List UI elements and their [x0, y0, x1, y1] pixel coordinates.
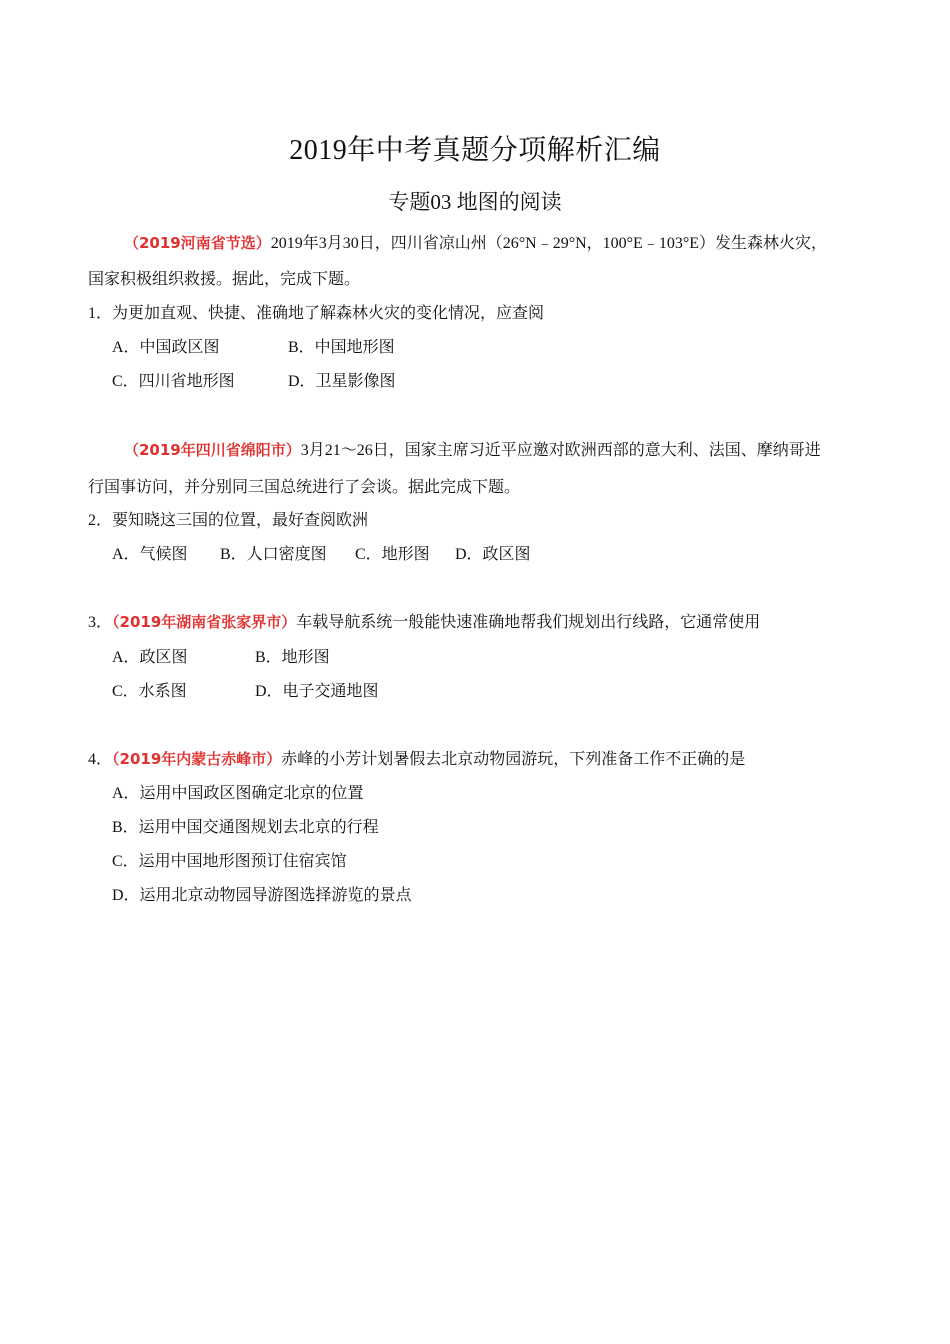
- q3-option-b: B．地形图: [255, 649, 330, 666]
- q2-option-c: C．地形图: [355, 546, 430, 563]
- q2-source: （2019年四川省绵阳市）: [124, 441, 301, 459]
- q4-number: 4．: [88, 751, 113, 768]
- q4-option-c: C．运用中国地形图预订住宿宾馆: [112, 853, 347, 870]
- q2-option-a: A．气候图: [112, 546, 188, 563]
- q2-intro-line-2: 行国事访问，并分别同三国总统进行了会谈。据此完成下题。: [88, 479, 521, 496]
- q4-option-b: B．运用中国交通图规划去北京的行程: [112, 819, 379, 836]
- q3-source: （2019年湖南省张家界市）: [112, 613, 297, 631]
- q1-stem: 1．为更加直观、快捷、准确地了解森林火灾的变化情况，应查阅: [88, 305, 545, 322]
- q3-option-a: A．政区图: [112, 649, 188, 666]
- q1-source: （2019河南省节选）: [124, 234, 271, 252]
- q1-intro-line-2: 国家积极组织救援。据此，完成下题。: [88, 271, 361, 288]
- q1-option-b: B．中国地形图: [288, 339, 395, 356]
- q2-intro-line-1: [124, 437, 821, 460]
- q3-option-c: C．水系图: [112, 683, 187, 700]
- q2-intro-text-1: 3月21～26日，国家主席习近平应邀对欧洲西部的意大利、法国、摩纳哥进: [300, 442, 821, 459]
- q4-option-a: A．运用中国政区图确定北京的位置: [112, 785, 364, 802]
- q1-intro-line-1: [124, 230, 827, 253]
- q3-option-d: D．电子交通地图: [255, 683, 379, 700]
- q1-option-c: C．四川省地形图: [112, 373, 235, 390]
- q4-stem-line: [88, 746, 745, 769]
- q2-stem: 2．要知晓这三国的位置，最好查阅欧洲: [88, 512, 369, 529]
- q4-option-d: D．运用北京动物园导游图选择游览的景点: [112, 887, 412, 904]
- q1-option-d: D．卫星影像图: [288, 373, 396, 390]
- q4-source: （2019年内蒙古赤峰市）: [112, 750, 282, 768]
- q3-stem: 车载导航系统一般能快速准确地帮我们规划出行线路，它通常使用: [296, 614, 761, 631]
- q1-intro-text-1: 2019年3月30日，四川省凉山州（26°N﹣29°N，100°E﹣103°E）发生森林火灾，: [270, 235, 828, 252]
- q3-number: 3．: [88, 614, 113, 631]
- document-subtitle: 专题03 地图的阅读: [388, 190, 562, 214]
- q2-option-d: D．政区图: [455, 546, 531, 563]
- document-title: 2019年中考真题分项解析汇编: [289, 135, 661, 166]
- q1-option-a: A．中国政区图: [112, 339, 220, 356]
- q4-stem: 赤峰的小芳计划暑假去北京动物园游玩，下列准备工作不正确的是: [281, 751, 746, 768]
- q2-option-b: B．人口密度图: [220, 546, 327, 563]
- q3-stem-line: [88, 609, 760, 632]
